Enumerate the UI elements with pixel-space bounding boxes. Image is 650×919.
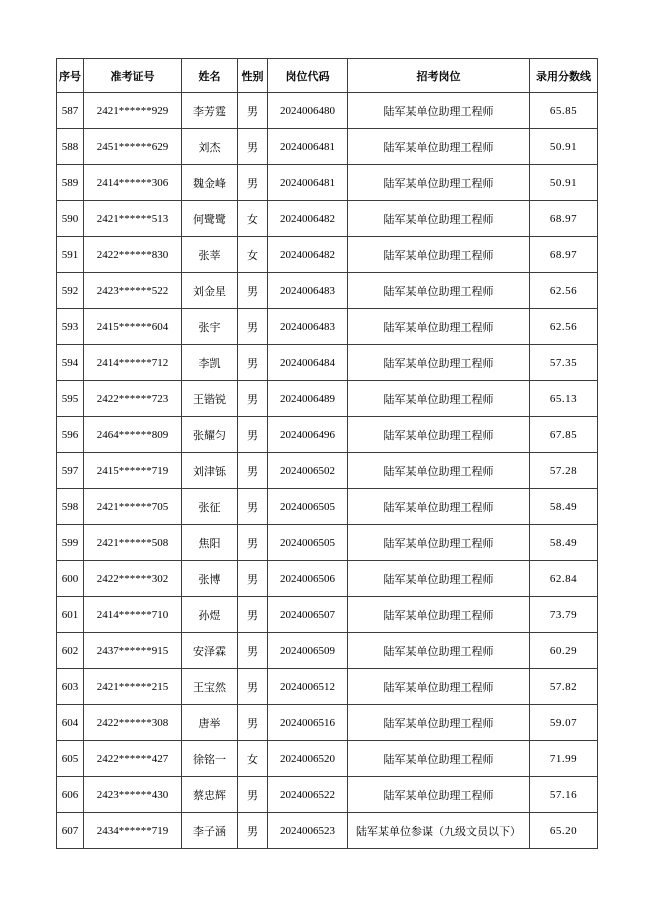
- cell-code: 2024006481: [268, 129, 348, 165]
- cell-position: 陆军某单位助理工程师: [348, 165, 530, 201]
- cell-position: 陆军某单位助理工程师: [348, 381, 530, 417]
- cell-ticket: 2423******430: [84, 777, 182, 813]
- cell-serial: 600: [57, 561, 84, 597]
- cell-name: 焦阳: [182, 525, 238, 561]
- cell-gender: 男: [238, 525, 268, 561]
- cell-ticket: 2421******508: [84, 525, 182, 561]
- cell-ticket: 2437******915: [84, 633, 182, 669]
- cell-code: 2024006483: [268, 273, 348, 309]
- cell-name: 张宇: [182, 309, 238, 345]
- cell-gender: 男: [238, 597, 268, 633]
- cell-gender: 女: [238, 237, 268, 273]
- cell-name: 李子涵: [182, 813, 238, 849]
- header-gender: 性别: [238, 59, 268, 93]
- cell-ticket: 2451******629: [84, 129, 182, 165]
- cell-gender: 男: [238, 669, 268, 705]
- cell-score: 65.13: [530, 381, 598, 417]
- cell-name: 张耀匀: [182, 417, 238, 453]
- cell-position: 陆军某单位助理工程师: [348, 129, 530, 165]
- cell-ticket: 2422******308: [84, 705, 182, 741]
- cell-score: 65.20: [530, 813, 598, 849]
- cell-serial: 598: [57, 489, 84, 525]
- recruitment-score-table: [56, 58, 598, 849]
- cell-name: 何鹭鹭: [182, 201, 238, 237]
- cell-score: 71.99: [530, 741, 598, 777]
- cell-score: 60.29: [530, 633, 598, 669]
- cell-name: 蔡忠辉: [182, 777, 238, 813]
- cell-position: 陆军某单位助理工程师: [348, 453, 530, 489]
- cell-serial: 596: [57, 417, 84, 453]
- header-code: 岗位代码: [268, 59, 348, 93]
- cell-serial: 605: [57, 741, 84, 777]
- cell-gender: 男: [238, 129, 268, 165]
- table-row: [57, 561, 598, 597]
- cell-score: 57.28: [530, 453, 598, 489]
- cell-score: 62.56: [530, 309, 598, 345]
- cell-position: 陆军某单位助理工程师: [348, 525, 530, 561]
- cell-code: 2024006516: [268, 705, 348, 741]
- cell-score: 59.07: [530, 705, 598, 741]
- cell-code: 2024006523: [268, 813, 348, 849]
- cell-gender: 男: [238, 165, 268, 201]
- cell-ticket: 2414******712: [84, 345, 182, 381]
- cell-score: 67.85: [530, 417, 598, 453]
- cell-name: 安泽霖: [182, 633, 238, 669]
- cell-serial: 604: [57, 705, 84, 741]
- cell-position: 陆军某单位助理工程师: [348, 345, 530, 381]
- table-row: [57, 381, 598, 417]
- cell-gender: 男: [238, 453, 268, 489]
- cell-gender: 男: [238, 345, 268, 381]
- cell-position: 陆军某单位助理工程师: [348, 777, 530, 813]
- cell-ticket: 2414******710: [84, 597, 182, 633]
- cell-serial: 588: [57, 129, 84, 165]
- table-row: [57, 777, 598, 813]
- table-row: [57, 813, 598, 849]
- table-row: [57, 705, 598, 741]
- table-row: [57, 273, 598, 309]
- cell-code: 2024006484: [268, 345, 348, 381]
- table-row: [57, 417, 598, 453]
- cell-code: 2024006496: [268, 417, 348, 453]
- cell-score: 65.85: [530, 93, 598, 129]
- cell-serial: 589: [57, 165, 84, 201]
- cell-score: 57.16: [530, 777, 598, 813]
- cell-name: 刘津铄: [182, 453, 238, 489]
- cell-ticket: 2421******929: [84, 93, 182, 129]
- cell-serial: 590: [57, 201, 84, 237]
- cell-serial: 603: [57, 669, 84, 705]
- header-position: 招考岗位: [348, 59, 530, 93]
- cell-code: 2024006507: [268, 597, 348, 633]
- header-name: 姓名: [182, 59, 238, 93]
- cell-position: 陆军某单位助理工程师: [348, 669, 530, 705]
- cell-score: 62.84: [530, 561, 598, 597]
- table-body: [57, 93, 598, 849]
- cell-position: 陆军某单位助理工程师: [348, 489, 530, 525]
- cell-gender: 男: [238, 417, 268, 453]
- cell-gender: 男: [238, 273, 268, 309]
- cell-name: 孙煜: [182, 597, 238, 633]
- cell-ticket: 2421******513: [84, 201, 182, 237]
- cell-score: 58.49: [530, 525, 598, 561]
- cell-position: 陆军某单位助理工程师: [348, 741, 530, 777]
- cell-code: 2024006522: [268, 777, 348, 813]
- table-header-row: [57, 59, 598, 93]
- cell-serial: 592: [57, 273, 84, 309]
- cell-serial: 601: [57, 597, 84, 633]
- header-score: 录用分数线: [530, 59, 598, 93]
- cell-serial: 607: [57, 813, 84, 849]
- cell-name: 魏金峰: [182, 165, 238, 201]
- cell-ticket: 2422******427: [84, 741, 182, 777]
- cell-gender: 男: [238, 381, 268, 417]
- cell-code: 2024006505: [268, 489, 348, 525]
- cell-name: 张博: [182, 561, 238, 597]
- cell-code: 2024006506: [268, 561, 348, 597]
- table-row: [57, 309, 598, 345]
- table-row: [57, 129, 598, 165]
- cell-score: 58.49: [530, 489, 598, 525]
- cell-gender: 女: [238, 741, 268, 777]
- cell-gender: 男: [238, 561, 268, 597]
- cell-gender: 女: [238, 201, 268, 237]
- table-row: [57, 453, 598, 489]
- cell-code: 2024006509: [268, 633, 348, 669]
- table-row: [57, 669, 598, 705]
- cell-position: 陆军某单位助理工程师: [348, 201, 530, 237]
- cell-serial: 599: [57, 525, 84, 561]
- cell-gender: 男: [238, 309, 268, 345]
- cell-name: 唐举: [182, 705, 238, 741]
- cell-ticket: 2421******705: [84, 489, 182, 525]
- cell-serial: 606: [57, 777, 84, 813]
- table-row: [57, 741, 598, 777]
- cell-score: 57.35: [530, 345, 598, 381]
- cell-gender: 男: [238, 777, 268, 813]
- cell-code: 2024006483: [268, 309, 348, 345]
- table-row: [57, 237, 598, 273]
- cell-name: 王宝然: [182, 669, 238, 705]
- cell-ticket: 2422******723: [84, 381, 182, 417]
- cell-serial: 597: [57, 453, 84, 489]
- cell-name: 张莘: [182, 237, 238, 273]
- cell-name: 刘金星: [182, 273, 238, 309]
- cell-serial: 594: [57, 345, 84, 381]
- header-ticket: 准考证号: [84, 59, 182, 93]
- cell-position: 陆军某单位助理工程师: [348, 417, 530, 453]
- cell-ticket: 2423******522: [84, 273, 182, 309]
- cell-position: 陆军某单位助理工程师: [348, 93, 530, 129]
- cell-position: 陆军某单位助理工程师: [348, 561, 530, 597]
- cell-position: 陆军某单位助理工程师: [348, 273, 530, 309]
- cell-name: 刘杰: [182, 129, 238, 165]
- cell-code: 2024006502: [268, 453, 348, 489]
- cell-serial: 595: [57, 381, 84, 417]
- table-row: [57, 633, 598, 669]
- cell-code: 2024006489: [268, 381, 348, 417]
- table-row: [57, 597, 598, 633]
- cell-score: 68.97: [530, 237, 598, 273]
- cell-name: 王锴锐: [182, 381, 238, 417]
- cell-gender: 男: [238, 489, 268, 525]
- cell-score: 73.79: [530, 597, 598, 633]
- table-row: [57, 489, 598, 525]
- cell-code: 2024006480: [268, 93, 348, 129]
- cell-position: 陆军某单位助理工程师: [348, 705, 530, 741]
- cell-ticket: 2415******719: [84, 453, 182, 489]
- cell-position: 陆军某单位助理工程师: [348, 597, 530, 633]
- cell-name: 张征: [182, 489, 238, 525]
- table-row: [57, 525, 598, 561]
- table-row: [57, 93, 598, 129]
- cell-code: 2024006505: [268, 525, 348, 561]
- cell-score: 50.91: [530, 129, 598, 165]
- cell-ticket: 2464******809: [84, 417, 182, 453]
- cell-code: 2024006520: [268, 741, 348, 777]
- cell-ticket: 2421******215: [84, 669, 182, 705]
- cell-score: 62.56: [530, 273, 598, 309]
- header-serial: 序号: [57, 59, 84, 93]
- cell-code: 2024006482: [268, 201, 348, 237]
- cell-serial: 591: [57, 237, 84, 273]
- cell-score: 50.91: [530, 165, 598, 201]
- cell-name: 徐铭一: [182, 741, 238, 777]
- cell-ticket: 2434******719: [84, 813, 182, 849]
- cell-code: 2024006481: [268, 165, 348, 201]
- cell-gender: 男: [238, 813, 268, 849]
- cell-code: 2024006482: [268, 237, 348, 273]
- cell-position: 陆军某单位助理工程师: [348, 309, 530, 345]
- table-row: [57, 165, 598, 201]
- cell-position: 陆军某单位助理工程师: [348, 633, 530, 669]
- table-row: [57, 201, 598, 237]
- cell-ticket: 2422******830: [84, 237, 182, 273]
- cell-serial: 593: [57, 309, 84, 345]
- cell-gender: 男: [238, 93, 268, 129]
- cell-name: 李芳霆: [182, 93, 238, 129]
- cell-serial: 602: [57, 633, 84, 669]
- cell-gender: 男: [238, 633, 268, 669]
- cell-ticket: 2415******604: [84, 309, 182, 345]
- cell-position: 陆军某单位参谋（九级文员以下）: [348, 813, 530, 849]
- cell-ticket: 2414******306: [84, 165, 182, 201]
- cell-ticket: 2422******302: [84, 561, 182, 597]
- cell-serial: 587: [57, 93, 84, 129]
- cell-position: 陆军某单位助理工程师: [348, 237, 530, 273]
- cell-code: 2024006512: [268, 669, 348, 705]
- table-row: [57, 345, 598, 381]
- cell-name: 李凯: [182, 345, 238, 381]
- cell-score: 68.97: [530, 201, 598, 237]
- cell-gender: 男: [238, 705, 268, 741]
- cell-score: 57.82: [530, 669, 598, 705]
